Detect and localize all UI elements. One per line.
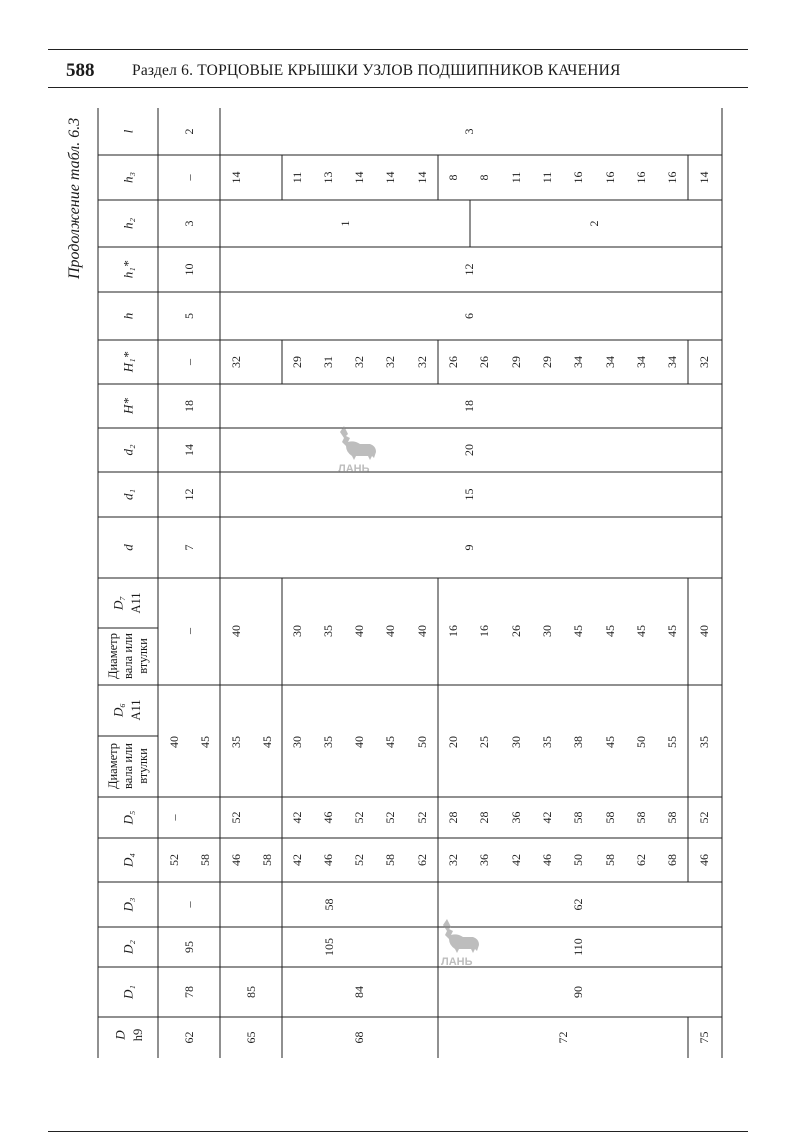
cell-D4: 52	[352, 854, 366, 866]
cell-h3: 16	[571, 171, 585, 184]
cell-shaft2: 30	[290, 625, 304, 637]
cell-D5: –	[167, 814, 181, 821]
watermark-text: ЛАНЬ	[441, 956, 473, 967]
header-d1: d₁	[120, 488, 136, 501]
watermark-text: ЛАНЬ	[338, 463, 370, 474]
deer-logo-icon	[334, 420, 382, 474]
cell-H1: 32	[229, 356, 243, 368]
cell-D5: 42	[290, 811, 304, 824]
cell-D4: 50	[571, 854, 585, 866]
cell-D1: 85	[244, 986, 258, 998]
cell-shaft1: 40	[167, 736, 181, 748]
header-D4: D₄	[120, 853, 136, 867]
cell-shaft1: 25	[477, 736, 491, 748]
cell-H: 18	[182, 400, 196, 412]
header-shaft2-line1: Диаметр	[106, 632, 120, 680]
cell-shaft1: 50	[634, 736, 648, 748]
cell-shaft1: 45	[383, 736, 397, 748]
cell-shaft1: 35	[540, 736, 554, 748]
table-cells	[106, 129, 711, 1044]
cell-shaft1: 40	[352, 736, 366, 748]
cell-D5: 58	[665, 811, 679, 824]
cell-shaft2: 45	[571, 625, 585, 637]
cell-D5: 58	[571, 811, 585, 824]
table-grid	[98, 108, 722, 1058]
section-title: Раздел 6. ТОРЦОВЫЕ КРЫШКИ УЗЛОВ ПОДШИПНИКОВ КАЧЕНИЯ	[132, 62, 621, 79]
cell-H1: 32	[383, 356, 397, 368]
cell-D: 65	[244, 1031, 258, 1044]
cell-h3: 11	[540, 171, 554, 184]
cell-D4: 42	[290, 854, 304, 866]
cell-D5: 28	[477, 811, 491, 824]
cell-shaft2: 40	[229, 625, 243, 637]
cell-h3: 14	[352, 171, 366, 184]
header-D-sub: h9	[131, 1028, 145, 1042]
cell-d: 7	[182, 544, 196, 551]
cell-D4: 46	[321, 854, 335, 866]
cell-shaft2: –	[182, 628, 196, 634]
cell-shaft1: 45	[603, 736, 617, 748]
header-h3: h₃	[120, 171, 136, 184]
cell-H1: 32	[352, 356, 366, 368]
cell-d2: 14	[182, 444, 196, 456]
cell-h3: 13	[321, 171, 335, 184]
cell-D5: 58	[634, 811, 648, 824]
cell-h3: 14	[383, 171, 397, 184]
cell-shaft2: 26	[509, 625, 523, 637]
cell-D5: 58	[603, 811, 617, 824]
cell-d2: 20	[462, 444, 476, 456]
cell-D2: 95	[182, 941, 196, 953]
cell-h3: 8	[446, 174, 460, 181]
cell-D5: 52	[415, 811, 429, 824]
cell-D4: 58	[198, 854, 212, 866]
cell-D5: 52	[697, 811, 711, 824]
header-D3: D₃	[120, 897, 136, 912]
cell-h2: 1	[338, 220, 352, 227]
cell-d: 9	[462, 544, 476, 551]
cell-D1: 90	[571, 986, 585, 998]
cell-D5: 52	[383, 811, 397, 824]
header-d2: d₂	[120, 444, 136, 456]
cell-D4: 62	[634, 854, 648, 866]
cell-shaft2: 16	[477, 625, 491, 637]
header-D7: D₇	[110, 596, 126, 610]
cell-shaft2: 35	[321, 625, 335, 637]
cell-D3: 62	[571, 898, 585, 911]
header-H1: H₁*	[120, 351, 136, 373]
header-D1: D₁	[120, 985, 136, 999]
cell-shaft2: 30	[540, 625, 554, 637]
cell-h: 6	[462, 313, 476, 319]
cell-h3: 16	[603, 171, 617, 184]
cell-D4: 46	[540, 854, 554, 866]
header-shaft1-line3: втулки	[136, 748, 150, 784]
cell-h1: 10	[182, 263, 196, 276]
watermark-logo-upper	[334, 420, 382, 474]
header-D5: D₅	[120, 810, 136, 825]
cell-shaft1: 50	[415, 736, 429, 748]
table-caption: Продолжение табл. 6.3	[66, 117, 83, 279]
cell-shaft2: 45	[634, 625, 648, 637]
cell-shaft2: 40	[352, 625, 366, 637]
cell-h2: 2	[587, 220, 601, 227]
cell-d1: 12	[182, 488, 196, 501]
cell-D3: 58	[322, 898, 336, 911]
cell-D: 75	[697, 1031, 711, 1044]
cell-shaft1: 35	[697, 736, 711, 748]
header-H: H*	[120, 398, 136, 414]
cell-H1: 34	[571, 356, 585, 368]
cell-l: 2	[182, 128, 196, 135]
cell-h3: 11	[509, 171, 523, 184]
cell-D5: 36	[509, 811, 523, 824]
cell-h3: 14	[415, 171, 429, 184]
cell-D3: –	[182, 901, 196, 908]
cell-shaft2: 40	[697, 625, 711, 637]
header-D6: D₆	[110, 703, 126, 717]
cell-H1: 34	[665, 356, 679, 368]
header-h2: h₂	[120, 217, 136, 230]
cell-H1: 32	[697, 356, 711, 368]
cell-D4: 32	[446, 854, 460, 866]
cell-D1: 78	[182, 986, 196, 998]
cell-D4: 36	[477, 854, 491, 866]
cell-shaft2: 45	[665, 625, 679, 637]
cell-h1: 12	[462, 263, 476, 276]
cell-D4: 58	[260, 854, 274, 866]
cell-h3: 16	[634, 171, 648, 184]
cell-shaft2: 40	[383, 625, 397, 637]
cell-d1: 15	[462, 488, 476, 501]
cell-D4: 46	[697, 854, 711, 866]
cell-D4: 46	[229, 854, 243, 866]
cell-D2: 105	[322, 938, 336, 956]
watermark-logo-lower	[437, 913, 485, 967]
cell-H1: 32	[415, 356, 429, 368]
header-h1: h₁*	[120, 260, 136, 279]
cell-shaft1: 38	[571, 736, 585, 748]
cell-shaft1: 45	[198, 736, 212, 748]
cell-H1: 29	[509, 356, 523, 368]
header-shaft1-line1: Диаметр	[106, 742, 120, 790]
cell-H1: 31	[321, 356, 335, 368]
cell-shaft1: 35	[229, 736, 243, 748]
header-D: D	[112, 1030, 128, 1040]
cell-h3: 16	[665, 171, 679, 184]
cell-shaft1: 45	[260, 736, 274, 748]
cell-D5: 46	[321, 811, 335, 824]
cell-shaft2: 16	[446, 625, 460, 637]
cell-D4: 42	[509, 854, 523, 866]
header-l: l	[120, 129, 136, 134]
cell-h: 5	[182, 313, 196, 319]
cell-D5: 52	[229, 811, 243, 824]
cell-H1: –	[182, 359, 196, 365]
cell-H1: 29	[540, 356, 554, 368]
cell-h3: 11	[290, 171, 304, 184]
page-number: 588	[66, 60, 95, 81]
header-D7-sub: A11	[129, 592, 143, 614]
cell-shaft1: 30	[290, 736, 304, 748]
cell-D5: 52	[352, 811, 366, 824]
cell-shaft2: 45	[603, 625, 617, 637]
cell-H: 18	[462, 400, 476, 412]
cell-shaft2: 40	[415, 625, 429, 637]
header-shaft2-line3: втулки	[136, 638, 150, 674]
cell-H1: 26	[446, 356, 460, 368]
bottom-rule	[48, 1131, 748, 1132]
cell-l: 3	[462, 128, 476, 135]
header-D6-sub: A11	[129, 699, 143, 721]
cell-D: 62	[182, 1031, 196, 1044]
header-shaft2-line2: вала или	[121, 633, 135, 679]
cell-D4: 58	[603, 854, 617, 866]
cell-D: 72	[556, 1031, 570, 1044]
cell-h3: 14	[229, 171, 243, 184]
cell-D: 68	[352, 1031, 366, 1044]
cell-D2: 110	[571, 938, 585, 956]
cell-H1: 34	[603, 356, 617, 368]
cell-D4: 62	[415, 854, 429, 866]
header-h: h	[120, 312, 136, 320]
cell-D5: 28	[446, 811, 460, 824]
header-d: d	[120, 544, 136, 551]
cell-D1: 84	[352, 986, 366, 998]
cell-h3: 8	[477, 174, 491, 181]
cell-D5: 42	[540, 811, 554, 824]
header-D2: D₂	[120, 940, 136, 954]
cell-h3: –	[182, 174, 196, 181]
cell-shaft1: 30	[509, 736, 523, 748]
cell-H1: 34	[634, 356, 648, 368]
cell-h3: 14	[697, 171, 711, 184]
header-shaft1-line2: вала или	[121, 743, 135, 789]
cell-shaft1: 35	[321, 736, 335, 748]
cell-H1: 26	[477, 356, 491, 368]
cell-D4: 58	[383, 854, 397, 866]
cell-D4: 68	[665, 854, 679, 866]
cell-D4: 52	[167, 854, 181, 866]
cell-shaft1: 55	[665, 736, 679, 748]
cell-h2: 3	[182, 220, 196, 227]
deer-logo-icon	[437, 913, 485, 967]
cell-H1: 29	[290, 356, 304, 368]
cell-shaft1: 20	[446, 736, 460, 748]
